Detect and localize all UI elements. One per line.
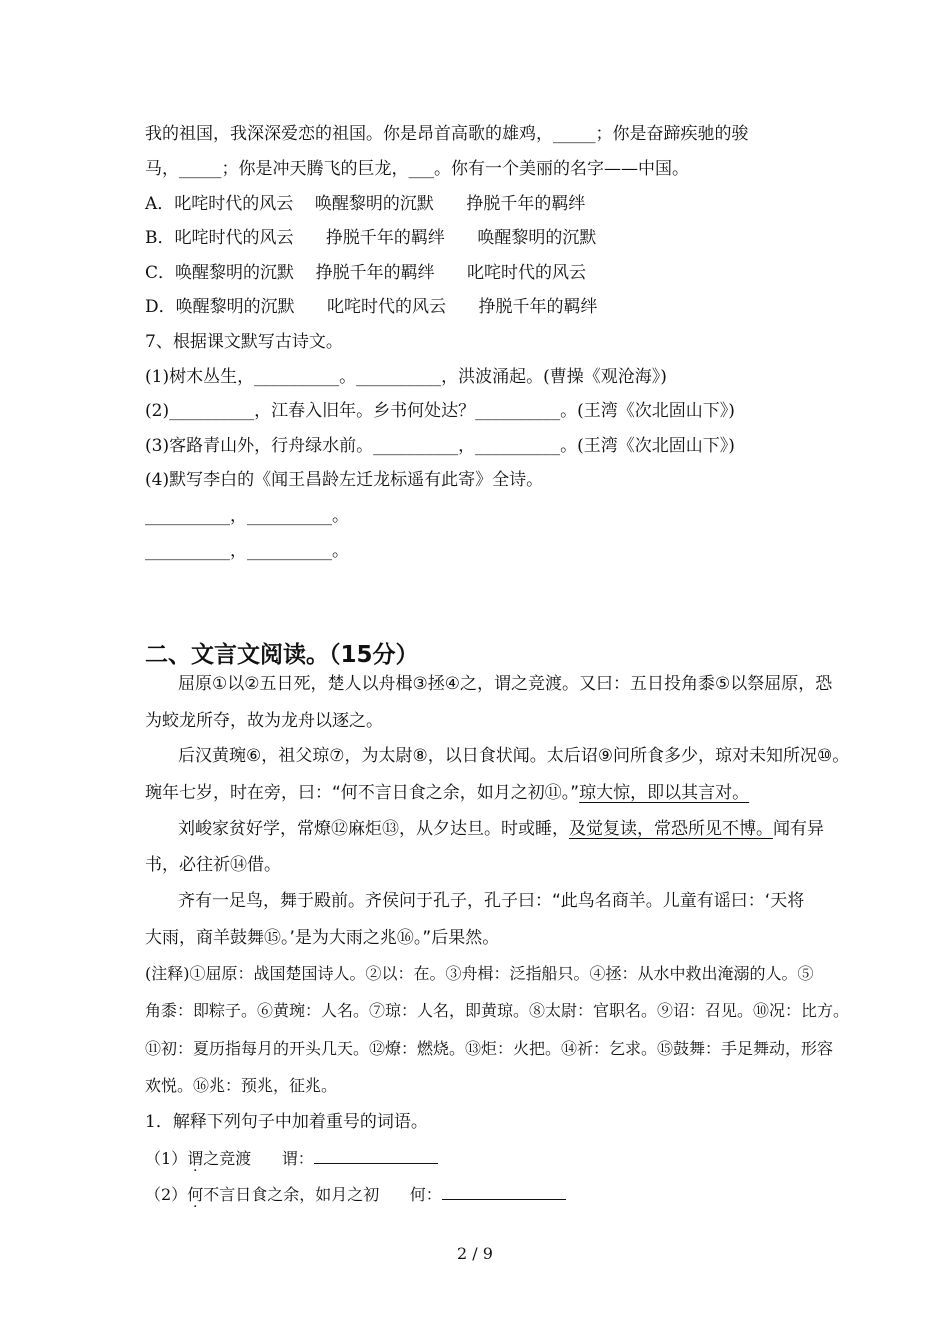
notes-line-3: ⑪初：夏历指每月的开头几天。⑫燎：燃烧。⑬炬：火把。⑭祈：乞求。⑮鼓舞：手足舞动，形容 (145, 1039, 834, 1058)
passage-3-text: 刘峻家贫好学，常燎⑫麻炬⑬，从夕达旦。时或睡， (178, 819, 569, 839)
q6-option-a: A．叱咤时代的风云 唤醒黎明的沉默 挣脱千年的羁绊 (145, 194, 586, 214)
passage-1-line-2: 为蛟龙所夺，故为龙舟以逐之。 (145, 711, 383, 731)
q6-option-d: D．唤醒黎明的沉默 叱咤时代的风云 挣脱千年的羁绊 (145, 297, 598, 317)
notes-line-1: (注释)①屈原：战国楚国诗人。②以：在。③舟楫：泛指船只。④拯：从水中救出淹溺的人。⑤ (145, 964, 814, 983)
q6-option-b: B．叱咤时代的风云 挣脱千年的羁绊 唤醒黎明的沉默 (145, 228, 597, 248)
q7-item-1: (1)树木丛生，__________。__________，洪波涌起。(曹操《观沧海》) (145, 367, 667, 387)
item-2-rest: 不言日食之余，如月之初 何： (203, 1185, 442, 1204)
answer-blank-1[interactable] (314, 1149, 438, 1164)
item-2-prefix: （2） (145, 1185, 188, 1204)
passage-2-text: 琬年七岁，时在旁，曰：“何不言日食之余，如月之初⑪。” (145, 783, 580, 803)
passage-4-line-2: 大雨，商羊鼓舞⑮。’是为大雨之兆⑯。”后果然。 (145, 928, 500, 948)
answer-blank-2[interactable] (442, 1185, 566, 1200)
page-number: 2 / 9 (457, 1244, 493, 1263)
q7-item-4: (4)默写李白的《闻王昌龄左迁龙标遥有此寄》全诗。 (145, 470, 544, 490)
emphasized-char-2: 何 (187, 1185, 204, 1204)
item-1-prefix: （1） (145, 1149, 188, 1168)
question-1-title: 1．解释下列句子中加着重号的词语。 (145, 1112, 428, 1132)
q7-title: 7、根据课文默写古诗文。 (145, 332, 343, 352)
underlined-sentence-2: 及觉复读，常恐所见不博。 (569, 819, 773, 839)
item-1-rest: 之竞渡 谓： (203, 1149, 314, 1168)
passage-1-line-1: 屈原①以②五日死，楚人以舟楫③拯④之，谓之竞渡。又曰：五日投角黍⑤以祭屈原，恐 (178, 674, 833, 694)
passage-2-line-2 (145, 785, 749, 802)
passage-3-line-2: 书，必往祈⑭借。 (145, 855, 281, 875)
question-1-item-1 (145, 1149, 438, 1167)
notes-line-4: 欢悦。⑯兆：预兆，征兆。 (145, 1076, 338, 1095)
q6-option-c: C．唤醒黎明的沉默 挣脱千年的羁绊 叱咤时代的风云 (145, 263, 587, 283)
passage-3-line-1 (178, 821, 824, 838)
q7-blank-line-2: __________，__________。 (145, 541, 349, 561)
passage-2-line-1: 后汉黄琬⑥，祖父琼⑦，为太尉⑧，以日食状闻。太后诏⑨问所食多少，琼对未知所况⑩。 (178, 746, 850, 766)
q7-item-3: (3)客路青山外，行舟绿水前。__________，__________。(王湾《次北固山下》) (145, 436, 735, 456)
section-heading: 二、文言文阅读。（15分） (145, 642, 419, 668)
passage-3-text-end: 闻有异 (773, 819, 824, 839)
emphasized-char-1: 谓 (187, 1149, 204, 1168)
passage-4-line-1: 齐有一足鸟，舞于殿前。齐侯问于孔子，孔子曰：“此鸟名商羊。儿童有谣曰：‘天将 (178, 891, 805, 911)
underlined-sentence-1: 琼大惊，即以其言对。 (579, 783, 750, 803)
notes-line-2: 角黍：即粽子。⑥黄琬：人名。⑦琼：人名，即黄琼。⑧太尉：官职名。⑨诏：召见。⑩况：比方。 (145, 1001, 850, 1020)
q6-line-1: 我的祖国，我深深爱恋的祖国。你是昂首高歌的雄鸡，_____；你是奋蹄疾驰的骏 (145, 124, 749, 144)
q7-blank-line-1: __________，__________。 (145, 506, 349, 526)
q6-line-2: 马，_____；你是冲天腾飞的巨龙，___。你有一个美丽的名字——中国。 (145, 159, 689, 179)
question-1-item-2 (145, 1185, 566, 1203)
q7-item-2: (2)__________，江春入旧年。乡书何处达？__________。(王湾《次北固山下》) (145, 401, 735, 421)
